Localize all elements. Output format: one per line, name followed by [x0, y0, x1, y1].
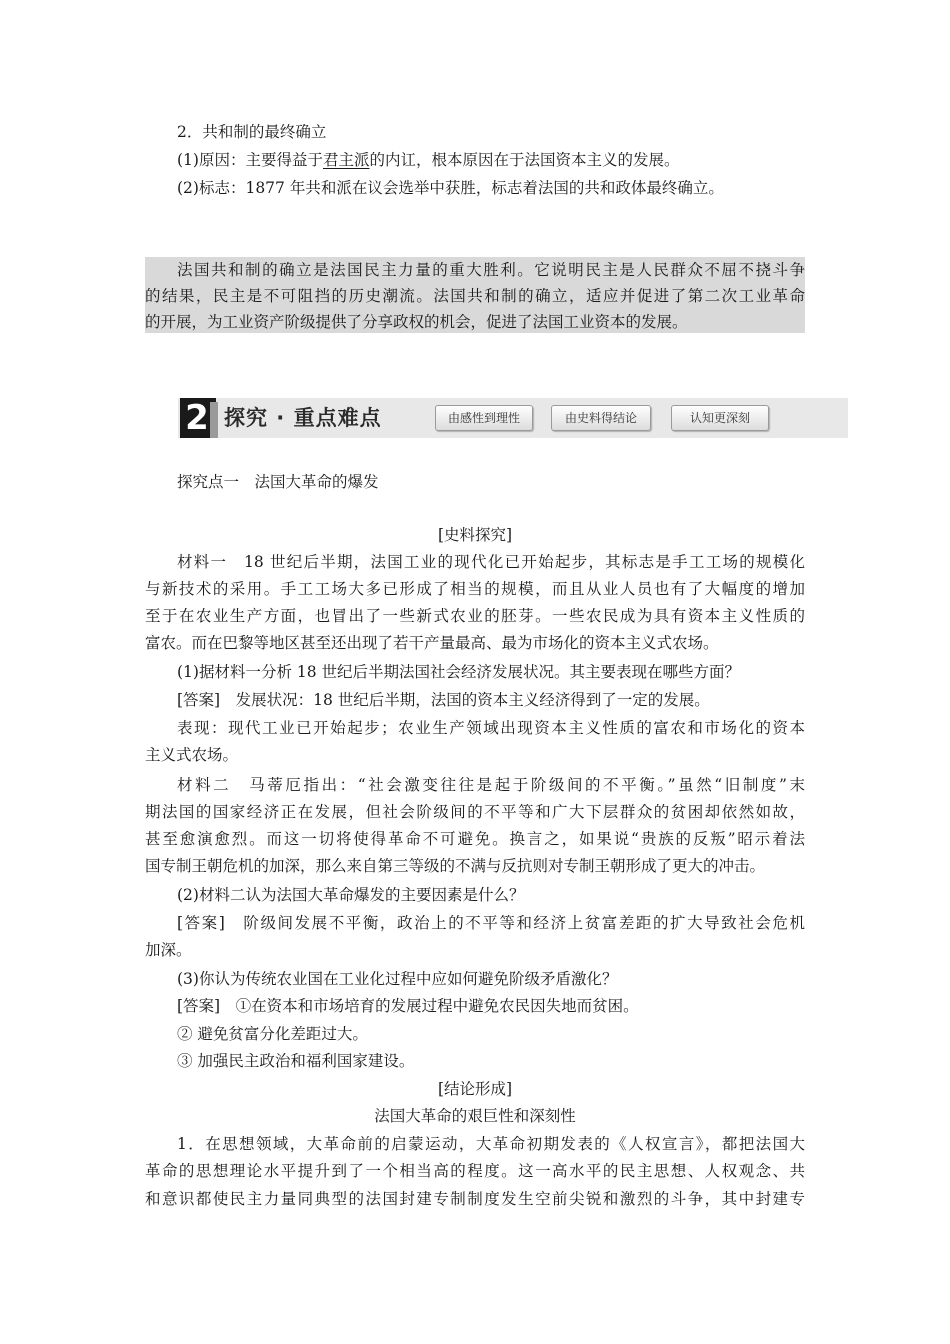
- conclusion-subtitle: 法国大革命的艰巨性和深刻性: [374, 1107, 576, 1125]
- material-line: 至于在农业生产方面，也冒出了一些新式农业的胚芽。一些农民成为具有资本主义性质的: [145, 607, 805, 625]
- inquiry-point-title: 探究点一 法国大革命的爆发: [177, 473, 379, 491]
- answer-line: ② 避免贫富分化差距过大。: [177, 1025, 368, 1043]
- tag-sources-to-conclusion: 由史料得结论: [551, 405, 651, 431]
- section-banner: [178, 398, 848, 438]
- reason-prefix: (1)原因：主要得益于: [177, 151, 323, 169]
- answer-line: [答案] 阶级间发展不平衡，政治上的不平等和经济上贫富差距的扩大导致社会危机: [177, 914, 805, 932]
- section-number: 2: [185, 398, 209, 438]
- tag-perceptual-to-rational: 由感性到理性: [435, 405, 533, 431]
- banner-title: 探究 · 重点难点: [224, 406, 382, 430]
- answer-line: [答案] 发展状况：18 世纪后半期，法国的资本主义经济得到了一定的发展。: [177, 691, 710, 709]
- answer-line: 加深。: [145, 941, 192, 959]
- note-line: 法国共和制的确立是法国民主力量的重大胜利。它说明民主是人民群众不屈不挠斗争: [177, 261, 805, 279]
- material-line: 国专制王朝危机的加深，那么来自第三等级的不满与反抗则对专制王朝形成了更大的冲击。: [145, 857, 766, 875]
- conclusion-line: 和意识都使民主力量同典型的法国封建专制制度发生空前尖锐和激烈的斗争，其中封建专: [145, 1190, 805, 1208]
- conclusion-header: [结论形成]: [437, 1080, 513, 1098]
- section-heading: 2．共和制的最终确立: [177, 123, 327, 141]
- answer-line: ③ 加强民主政治和福利国家建设。: [177, 1052, 415, 1070]
- conclusion-line: 1．在思想领域，大革命前的启蒙运动，大革命初期发表的《人权宣言》，都把法国大: [177, 1135, 805, 1153]
- reason-suffix: 的内讧，根本原因在于法国资本主义的发展。: [369, 151, 680, 169]
- sign-line: (2)标志：1877 年共和派在议会选举中获胜，标志着法国的共和政体最终确立。: [177, 179, 724, 197]
- reason-line: [177, 149, 837, 171]
- question-line: (2)材料二认为法国大革命爆发的主要因素是什么？: [177, 886, 525, 904]
- answer-line: 表现：现代工业已开始起步；农业生产领域出现资本主义性质的富农和市场化的资本: [177, 719, 805, 737]
- answer-line: [答案] ①在资本和市场培育的发展过程中避免农民因失地而贫困。: [177, 997, 639, 1015]
- answer-line: 主义式农场。: [145, 746, 239, 764]
- tag-deeper-understanding: 认知更深刻: [671, 405, 769, 431]
- material-line: 与新技术的采用。手工工场大多已形成了相当的规模，而且从业人员也有了大幅度的增加: [145, 580, 805, 598]
- question-line: (1)据材料一分析 18 世纪后半期法国社会经济发展状况。其主要表现在哪些方面？: [177, 663, 741, 681]
- badge-shadow: [210, 402, 218, 438]
- conclusion-line: 革命的思想理论水平提升到了一个相当高的程度。这一高水平的民主思想、人权观念、共: [145, 1162, 805, 1180]
- material-line: 期法国的国家经济正在发展，但社会阶级间的不平等和广大下层群众的贫困却依然如故，: [145, 803, 805, 821]
- material-line: 富农。而在巴黎等地区甚至还出现了若干产量最高、最为市场化的资本主义式农场。: [145, 634, 719, 652]
- reason-underlined-term: 君主派: [322, 151, 370, 169]
- note-box: [145, 257, 805, 333]
- material-line: 甚至愈演愈烈。而这一切将使得革命不可避免。换言之，如果说“贵族的反叛”昭示着法: [145, 830, 805, 848]
- question-line: (3)你认为传统农业国在工业化过程中应如何避免阶级矛盾激化？: [177, 970, 618, 988]
- note-line: 的开展，为工业资产阶级提供了分享政权的机会，促进了法国工业资本的发展。: [145, 313, 688, 331]
- material-line: 材料一 18 世纪后半期，法国工业的现代化已开始起步，其标志是手工工场的规模化: [177, 553, 805, 571]
- material-header: [史料探究]: [437, 526, 513, 544]
- material-line: 材料二 马蒂厄指出：“社会激变往往是起于阶级间的不平衡。”虽然“旧制度”末: [177, 776, 805, 794]
- note-line: 的结果，民主是不可阻挡的历史潮流。法国共和制的确立，适应并促进了第二次工业革命: [145, 287, 805, 305]
